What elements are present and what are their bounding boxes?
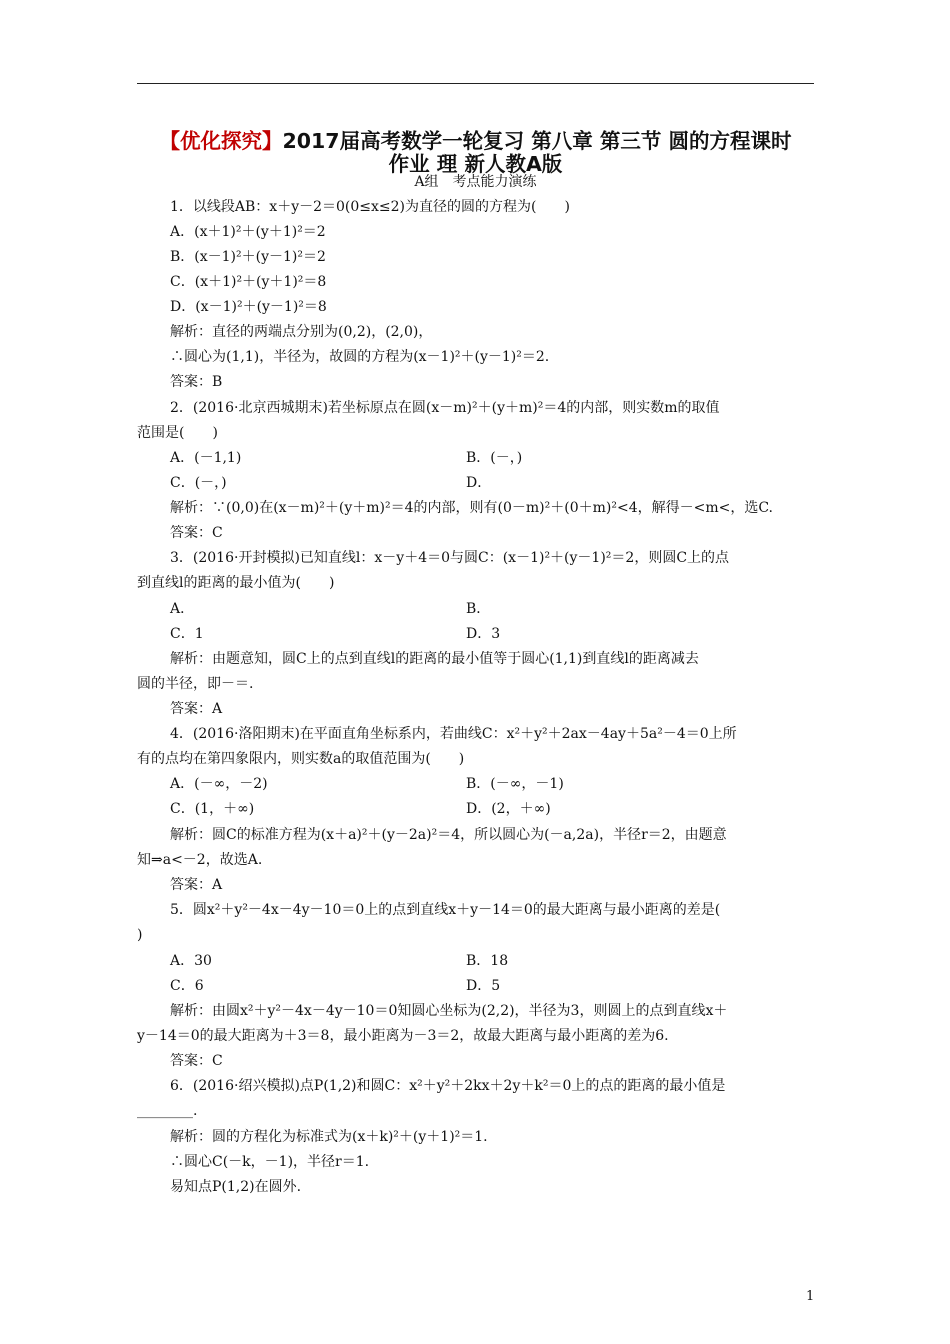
option: B．(－，) (466, 450, 523, 466)
answer-text: 答案：A (170, 701, 223, 717)
option: C．(x＋1)²＋(y＋1)²＝8 (170, 274, 327, 290)
question-stem: 4．(2016·洛阳期末)在平面直角坐标系内，若曲线C：x²＋y²＋2ax－4ay＋5a²－4＝0上所 (170, 726, 737, 742)
question-stem: ) (137, 927, 143, 943)
option: D．3 (466, 626, 501, 642)
solution-text: 易知点P(1,2)在圆外. (170, 1179, 302, 1195)
header-rule (137, 83, 814, 84)
solution-text: 解析：圆的方程化为标准式为(x＋k)²＋(y＋1)²＝1. (170, 1129, 488, 1145)
option: A． (170, 601, 195, 617)
page-number: 1 (806, 1289, 815, 1304)
option: B．(－∞，－1) (466, 776, 564, 792)
option: A．30 (170, 953, 212, 969)
option: B． (466, 601, 491, 617)
title-text: 2017届高考数学一轮复习 第八章 第三节 圆的方程课时 (282, 129, 792, 153)
solution-text: 圆的半径，即－＝. (137, 676, 254, 692)
answer-text: 答案：A (170, 877, 223, 893)
option: C．(－，) (170, 475, 227, 491)
question-stem: 1．以线段AB：x＋y－2＝0(0≤x≤2)为直径的圆的方程为( ) (170, 199, 570, 215)
solution-text: 解析：直径的两端点分别为(0,2)，(2,0)， (170, 324, 433, 340)
title-text-line2: 作业 理 新人教A版 (388, 152, 563, 176)
solution-text: ∴圆心为(1,1)，半径为，故圆的方程为(x－1)²＋(y－1)²＝2. (170, 349, 550, 365)
solution-text: 解析：圆C的标准方程为(x＋a)²＋(y－2a)²＝4，所以圆心为(－a,2a)，半径r＝2，由题意 (170, 827, 727, 843)
question-stem: 6．(2016·绍兴模拟)点P(1,2)和圆C：x²＋y²＋2kx＋2y＋k²＝0上的点的距离的最小值是 (170, 1078, 726, 1094)
option: D．(x－1)²＋(y－1)²＝8 (170, 299, 327, 315)
answer-text: 答案：C (170, 525, 223, 541)
option: A．(－∞，－2) (170, 776, 268, 792)
option: B．18 (466, 953, 509, 969)
question-stem: 到直线l的距离的最小值为( ) (137, 575, 335, 591)
question-stem: 范围是( ) (137, 425, 218, 441)
option: D．(2，＋∞) (466, 801, 551, 817)
option: A．(x＋1)²＋(y＋1)²＝2 (170, 224, 326, 240)
option: C．1 (170, 626, 204, 642)
option: A．(－1,1) (170, 450, 242, 466)
solution-text: y－14＝0的最大距离为＋3＝8，最小距离为－3＝2，故最大距离与最小距离的差为6. (137, 1028, 669, 1044)
question-stem: 2．(2016·北京西城期末)若坐标原点在圆(x－m)²＋(y＋m)²＝4的内部，则实数m的取值 (170, 400, 720, 416)
option: C．(1，＋∞) (170, 801, 255, 817)
title-bracket: 【优化探究】 (159, 129, 283, 153)
option: D．5 (466, 978, 501, 994)
solution-text: 解析：由题意知，圆C上的点到直线l的距离的最小值等于圆心(1,1)到直线l的距离减去 (170, 651, 699, 667)
option: C．6 (170, 978, 204, 994)
answer-text: 答案：C (170, 1053, 223, 1069)
option: D． (466, 475, 492, 491)
solution-text: ∴圆心C(－k，－1)，半径r＝1. (170, 1154, 370, 1170)
solution-text: 解析：由圆x²＋y²－4x－4y－10＝0知圆心坐标为(2,2)，半径为3，则圆上的点到直线x＋ (170, 1003, 728, 1019)
solution-text: 解析：∵(0,0)在(x－m)²＋(y＋m)²＝4的内部，则有(0－m)²＋(0＋m)²<4，解得－<m<，选C. (170, 500, 773, 516)
question-stem: 5．圆x²＋y²－4x－4y－10＝0上的点到直线x＋y－14＝0的最大距离与最小距离的差是( (170, 902, 721, 918)
option: B．(x－1)²＋(y－1)²＝2 (170, 249, 326, 265)
question-stem: 有的点均在第四象限内，则实数a的取值范围为( ) (137, 751, 465, 767)
solution-text: 知⇒a<－2，故选A. (137, 852, 263, 868)
answer-blank: ________. (137, 1103, 198, 1119)
section-subtitle: A组 考点能力演练 (414, 174, 537, 190)
answer-text: 答案：B (170, 374, 223, 390)
question-stem: 3．(2016·开封模拟)已知直线l：x－y＋4＝0与圆C：(x－1)²＋(y－1)²＝2，则圆C上的点 (170, 550, 730, 566)
